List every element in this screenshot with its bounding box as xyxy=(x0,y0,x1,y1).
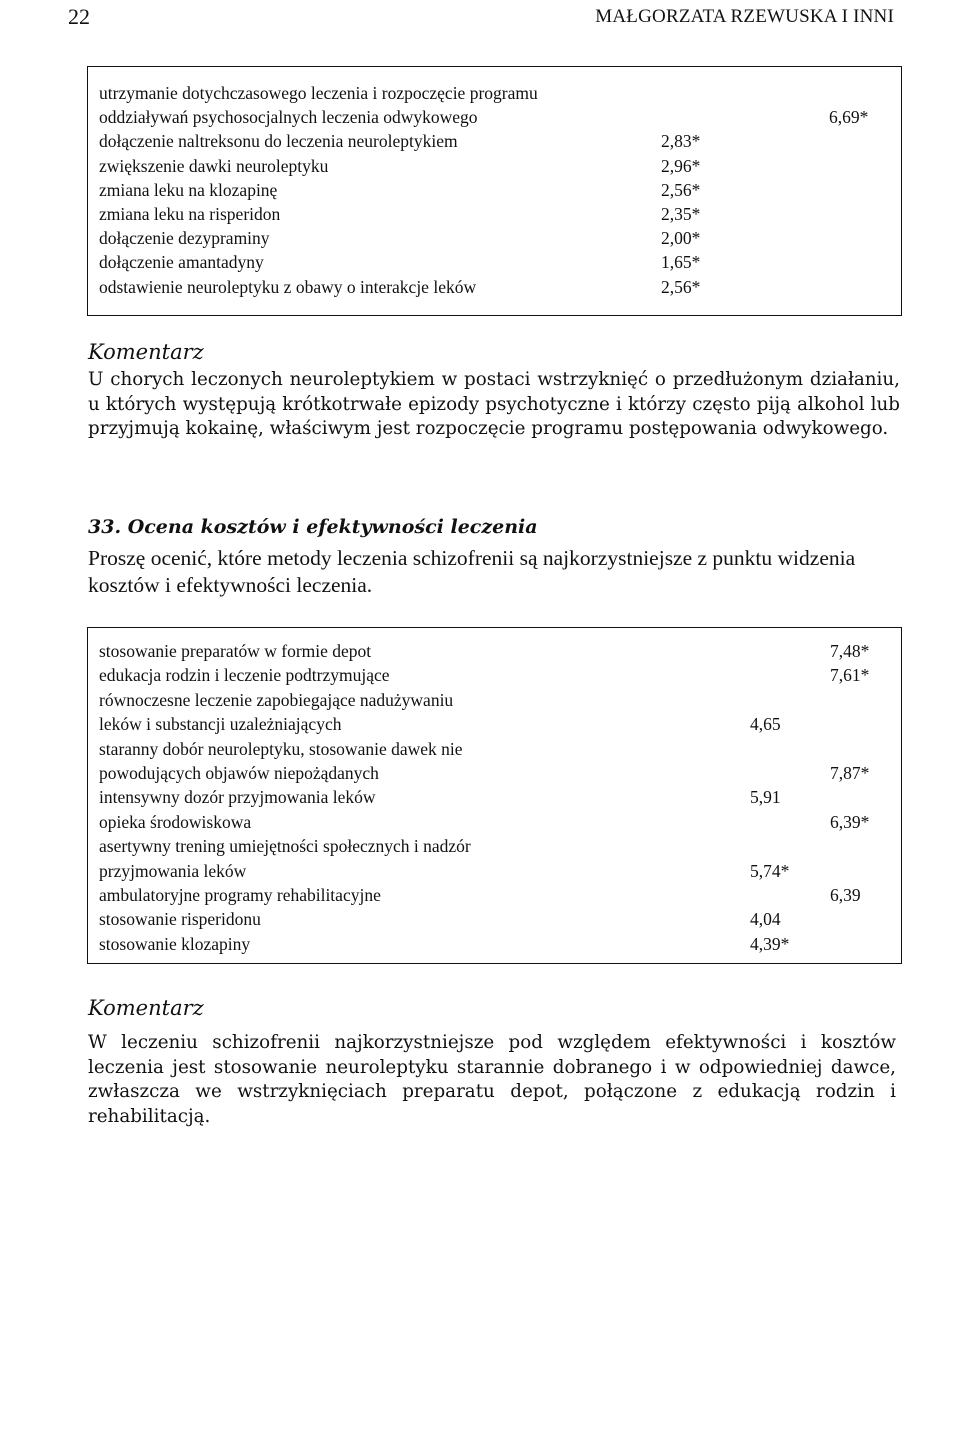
row-value-col2: 7,87* xyxy=(830,762,870,783)
table-row xyxy=(88,154,901,178)
row-label: dołączenie dezypraminy xyxy=(99,228,270,249)
table-row xyxy=(88,639,901,663)
table-row xyxy=(88,785,901,809)
row-label: dołączenie amantadyny xyxy=(99,252,264,273)
table-row xyxy=(88,737,901,761)
row-label: staranny dobór neuroleptyku, stosowanie dawek nie xyxy=(99,738,463,759)
table-row xyxy=(88,226,901,250)
row-value-col2: 6,69* xyxy=(829,107,869,128)
row-label: ambulatoryjne programy rehabilitacyjne xyxy=(99,884,381,905)
row-value-col1: 4,04 xyxy=(750,909,781,930)
row-label: intensywny dozór przyjmowania leków xyxy=(99,787,376,808)
row-label: edukacja rodzin i leczenie podtrzymujące xyxy=(99,665,390,686)
table-row xyxy=(88,688,901,712)
table-row xyxy=(88,81,901,105)
page-header xyxy=(68,4,894,44)
row-value-col1: 4,65 xyxy=(750,714,781,735)
table-treatment-options xyxy=(87,66,902,316)
table-row xyxy=(88,129,901,153)
row-value-col2: 7,48* xyxy=(830,641,870,661)
table-row xyxy=(88,202,901,226)
row-label: równoczesne leczenie zapobiegające nadużywaniu xyxy=(99,689,454,710)
row-label: asertywny trening umiejętności społecznych i nadzór xyxy=(99,836,471,857)
row-label: stosowanie preparatów w formie depot xyxy=(99,641,372,661)
row-label: odstawienie neuroleptyku z obawy o interakcje leków xyxy=(99,276,477,297)
table-row xyxy=(88,663,901,687)
section-title: Ocena kosztów i efektywności leczenia xyxy=(127,516,538,538)
question-text: Proszę ocenić, które metody leczenia schizofrenii są najkorzystniejsze z punktu widzenia kosztów i efektywności leczenia. xyxy=(88,546,856,597)
row-value-col1: 2,00* xyxy=(661,228,701,249)
row-label: zmiana leku na klozapinę xyxy=(99,179,278,200)
row-value-col2: 6,39* xyxy=(830,811,870,832)
comment-label: Komentarz xyxy=(88,996,204,1020)
table-row xyxy=(88,834,901,858)
table-row xyxy=(88,932,901,956)
row-label: leków i substancji uzależniających xyxy=(99,714,342,735)
row-value-col2: 6,39 xyxy=(830,884,861,905)
row-value-col1: 5,74* xyxy=(750,860,790,881)
row-label: utrzymanie dotychczasowego leczenia i rozpoczęcie programu xyxy=(99,83,538,103)
row-label: powodujących objawów niepożądanych xyxy=(99,762,379,783)
comment-paragraph: U chorych leczonych neuroleptykiem w postaci wstrzyknięć o przedłużonym działaniu, u których występują krótkotrwałe epizody psychotyczne i którzy często piją alkohol lub przyjmują kokainę, właściwym jest rozpoczęcie programu postępowania odwykowego. xyxy=(88,369,900,440)
page-number: 22 xyxy=(68,4,90,29)
table-row xyxy=(88,712,901,736)
table-row xyxy=(88,907,901,931)
row-value-col1: 2,56* xyxy=(661,179,701,200)
table-cost-effectiveness xyxy=(87,627,902,964)
row-value-col1: 2,56* xyxy=(661,276,701,297)
comment-paragraph: W leczeniu schizofrenii najkorzystniejsze pod względem efektywności i kosztów leczenia jest stosowanie neuroleptyku starannie dobranego i w odpowiedniej dawce, zwłaszcza we wstrzyknięciach preparatu depot, połączone z edukacją rodzin i rehabilitacją. xyxy=(88,1032,896,1127)
table-row xyxy=(88,178,901,202)
row-label: oddziaływań psychosocjalnych leczenia odwykowego xyxy=(99,107,478,128)
row-label: dołączenie naltreksonu do leczenia neuroleptykiem xyxy=(99,131,458,152)
row-value-col1: 5,91 xyxy=(750,787,781,808)
row-value-col1: 2,96* xyxy=(661,155,701,176)
row-value-col1: 4,39* xyxy=(750,933,790,954)
table-row xyxy=(88,810,901,834)
table-row xyxy=(88,275,901,299)
row-label: stosowanie klozapiny xyxy=(99,933,251,954)
row-label: przyjmowania leków xyxy=(99,860,247,881)
comment-label: Komentarz xyxy=(88,340,204,364)
table-row xyxy=(88,105,901,129)
row-label: zwiększenie dawki neuroleptyku xyxy=(99,155,329,176)
table-row xyxy=(88,883,901,907)
section-heading xyxy=(88,516,538,538)
running-head: MAŁGORZATA RZEWUSKA I INNI xyxy=(595,6,894,27)
row-value-col1: 2,83* xyxy=(661,131,701,152)
table-row xyxy=(88,250,901,274)
row-label: stosowanie risperidonu xyxy=(99,909,261,930)
row-value-col2: 7,61* xyxy=(830,665,870,686)
row-label: opieka środowiskowa xyxy=(99,811,252,832)
table-row xyxy=(88,761,901,785)
row-value-col1: 2,35* xyxy=(661,203,701,224)
table-row xyxy=(88,859,901,883)
row-value-col1: 1,65* xyxy=(661,252,701,273)
section-number: 33. xyxy=(88,516,122,538)
row-label: zmiana leku na risperidon xyxy=(99,203,281,224)
